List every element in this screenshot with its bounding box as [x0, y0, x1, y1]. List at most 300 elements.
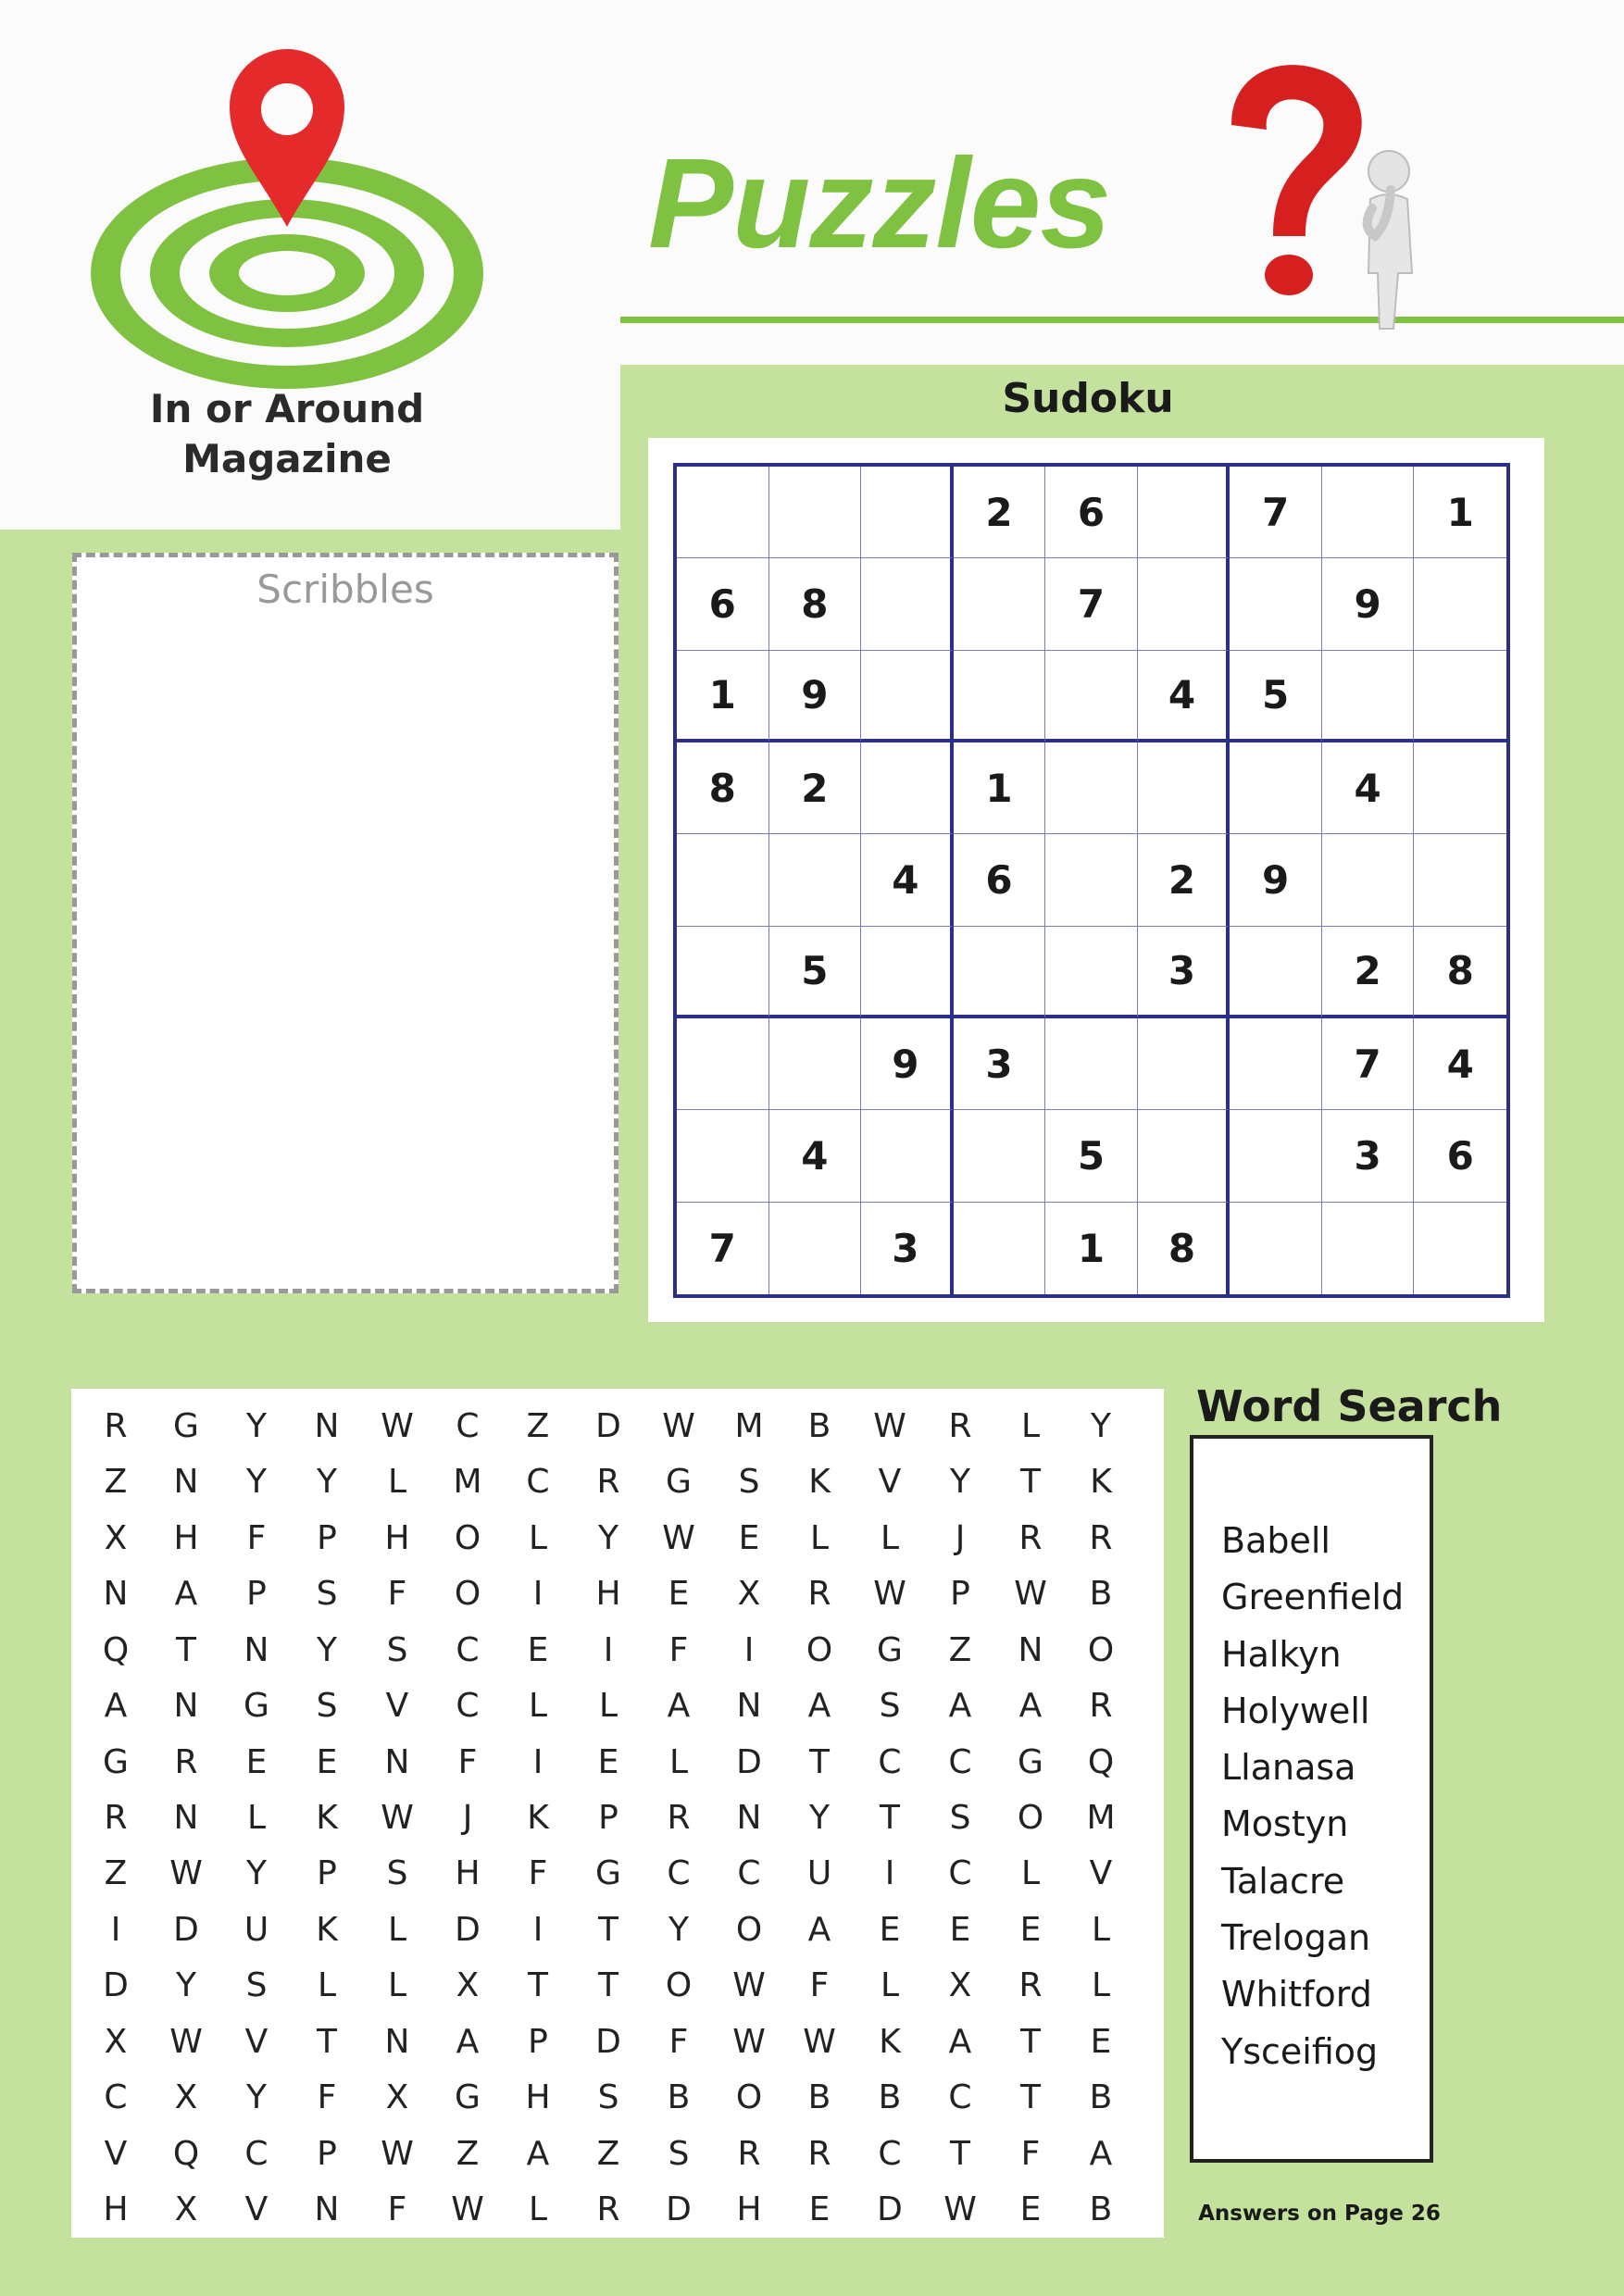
word-search-letter[interactable]: W	[873, 1575, 906, 1614]
word-search-letter[interactable]: I	[532, 1575, 543, 1614]
word-search-letter[interactable]: G	[173, 1406, 199, 1445]
word-search-letter[interactable]: H	[525, 2078, 551, 2117]
sudoku-cell[interactable]	[1414, 834, 1506, 926]
word-search-letter[interactable]: K	[808, 1463, 831, 1502]
word-search-letter[interactable]: W	[662, 1518, 695, 1557]
word-search-letter[interactable]: T	[598, 1966, 618, 2005]
sudoku-cell[interactable]: 1	[954, 742, 1046, 834]
word-search-letter[interactable]: C	[948, 2078, 972, 2117]
word-search-letter[interactable]: O	[1087, 1630, 1115, 1669]
sudoku-cell[interactable]: 3	[1322, 1110, 1415, 1202]
sudoku-cell[interactable]: 5	[1230, 651, 1322, 742]
word-search-letter[interactable]: Y	[246, 2078, 267, 2117]
sudoku-cell[interactable]: 2	[954, 467, 1046, 558]
word-search-letter[interactable]: P	[598, 1798, 618, 1837]
word-search-letter[interactable]: V	[104, 2134, 128, 2173]
sudoku-cell[interactable]	[769, 834, 862, 926]
word-search-letter[interactable]: F	[668, 1630, 689, 1669]
sudoku-cell[interactable]	[677, 1018, 769, 1110]
word-search-letter[interactable]: H	[595, 1575, 621, 1614]
sudoku-cell[interactable]: 9	[1322, 558, 1415, 650]
sudoku-cell[interactable]: 8	[769, 558, 862, 650]
word-search-letter[interactable]: C	[456, 1687, 480, 1726]
sudoku-cell[interactable]	[1414, 1203, 1506, 1294]
word-search-letter[interactable]: S	[316, 1687, 338, 1726]
word-search-letter[interactable]: D	[595, 2022, 621, 2061]
sudoku-cell[interactable]	[677, 834, 769, 926]
word-search-letter[interactable]: B	[807, 1406, 831, 1445]
word-search-letter[interactable]: R	[667, 1798, 691, 1837]
word-search-letter[interactable]: L	[387, 1966, 407, 2005]
word-search-letter[interactable]: G	[877, 1630, 903, 1669]
sudoku-cell[interactable]	[1045, 742, 1138, 834]
sudoku-cell[interactable]	[677, 1110, 769, 1202]
word-search-letter[interactable]: C	[104, 2078, 128, 2117]
word-search-letter[interactable]: Z	[456, 2134, 480, 2173]
word-search-letter[interactable]: T	[176, 1630, 196, 1669]
word-search-letter[interactable]: L	[880, 1966, 900, 2005]
sudoku-cell[interactable]: 6	[1414, 1110, 1506, 1202]
word-search-letter[interactable]: R	[596, 1463, 620, 1502]
word-search-letter[interactable]: C	[878, 2134, 902, 2173]
word-search-letter[interactable]: F	[528, 1854, 548, 1893]
word-search-letter[interactable]: F	[317, 2078, 337, 2117]
sudoku-cell[interactable]	[1414, 651, 1506, 742]
sudoku-cell[interactable]	[1322, 834, 1415, 926]
word-search-letter[interactable]: D	[595, 1406, 621, 1445]
word-search-letter[interactable]: F	[387, 1575, 407, 1614]
word-search-letter[interactable]: T	[809, 1742, 830, 1781]
word-search-letter[interactable]: C	[456, 1630, 480, 1669]
word-search-letter[interactable]: Q	[102, 1630, 130, 1669]
word-search-letter[interactable]: H	[455, 1854, 481, 1893]
word-search-letter[interactable]: O	[806, 1630, 833, 1669]
word-search-letter[interactable]: L	[880, 1518, 900, 1557]
word-search-letter[interactable]: Z	[104, 1463, 128, 1502]
word-search-letter[interactable]: S	[949, 1798, 971, 1837]
sudoku-cell[interactable]: 6	[954, 834, 1046, 926]
sudoku-cell[interactable]	[677, 467, 769, 558]
word-search-letter[interactable]: L	[387, 1910, 407, 1949]
word-search-letter[interactable]: S	[386, 1630, 408, 1669]
word-search-letter[interactable]: T	[1020, 2078, 1041, 2117]
sudoku-cell[interactable]	[1045, 651, 1138, 742]
word-search-letter[interactable]: X	[104, 2022, 128, 2061]
word-search-letter[interactable]: D	[455, 1910, 481, 1949]
sudoku-cell[interactable]	[861, 558, 954, 650]
word-search-letter[interactable]: W	[1014, 1575, 1047, 1614]
word-search-letter[interactable]: A	[948, 2022, 972, 2061]
word-search-letter[interactable]: N	[314, 1406, 340, 1445]
word-search-letter[interactable]: C	[878, 1742, 902, 1781]
word-search-letter[interactable]: P	[246, 1575, 267, 1614]
word-search-letter[interactable]: E	[1090, 2022, 1112, 2061]
word-search-letter[interactable]: I	[743, 1630, 755, 1669]
sudoku-cell[interactable]	[769, 1018, 862, 1110]
word-search-letter[interactable]: K	[879, 2022, 901, 2061]
sudoku-cell[interactable]	[1138, 467, 1230, 558]
word-search-letter[interactable]: Y	[246, 1406, 267, 1445]
sudoku-cell[interactable]	[1138, 742, 1230, 834]
word-search-letter[interactable]: T	[598, 1910, 618, 1949]
sudoku-cell[interactable]	[677, 927, 769, 1018]
word-search-letter[interactable]: Y	[950, 1463, 970, 1502]
word-search-letter[interactable]: G	[103, 1742, 129, 1781]
word-search-letter[interactable]: I	[884, 1854, 895, 1893]
word-search-letter[interactable]: S	[597, 2078, 619, 2117]
word-search-letter[interactable]: E	[879, 1910, 901, 1949]
word-search-letter[interactable]: J	[462, 1798, 473, 1837]
word-search-letter[interactable]: R	[596, 2190, 620, 2229]
word-search-letter[interactable]: X	[385, 2078, 409, 2117]
word-search-letter[interactable]: R	[1018, 1518, 1043, 1557]
sudoku-cell[interactable]: 1	[677, 651, 769, 742]
word-search-letter[interactable]: I	[110, 1910, 121, 1949]
word-search-letter[interactable]: S	[316, 1575, 338, 1614]
sudoku-cell[interactable]: 2	[769, 742, 862, 834]
word-search-letter[interactable]: A	[526, 2134, 550, 2173]
sudoku-cell[interactable]	[861, 742, 954, 834]
word-search-letter[interactable]: X	[456, 1966, 480, 2005]
sudoku-cell[interactable]	[1045, 927, 1138, 1018]
word-search-letter[interactable]: A	[807, 1910, 831, 1949]
word-search-letter[interactable]: L	[528, 2190, 548, 2229]
word-search-letter[interactable]: W	[169, 1854, 203, 1893]
word-search-letter[interactable]: A	[1089, 2134, 1113, 2173]
word-search-letter[interactable]: H	[173, 1518, 199, 1557]
word-search-letter[interactable]: Y	[246, 1854, 267, 1893]
word-search-letter[interactable]: N	[314, 2190, 340, 2229]
sudoku-cell[interactable]	[769, 1203, 862, 1294]
word-search-letter[interactable]: M	[453, 1463, 482, 1502]
sudoku-cell[interactable]: 7	[1322, 1018, 1415, 1110]
word-search-letter[interactable]: L	[246, 1798, 267, 1837]
word-search-letter[interactable]: R	[737, 2134, 761, 2173]
word-search-letter[interactable]: Z	[596, 2134, 620, 2173]
word-search-letter[interactable]: G	[455, 2078, 481, 2117]
word-search-letter[interactable]: B	[1089, 2190, 1113, 2229]
sudoku-cell[interactable]: 4	[861, 834, 954, 926]
word-search-letter[interactable]: P	[317, 2134, 337, 2173]
sudoku-cell[interactable]	[954, 651, 1046, 742]
sudoku-cell[interactable]	[1045, 834, 1138, 926]
sudoku-cell[interactable]: 2	[1322, 927, 1415, 1018]
word-search-letter[interactable]: E	[527, 1630, 549, 1669]
word-search-letter[interactable]: L	[668, 1742, 689, 1781]
word-search-letter[interactable]: X	[174, 2078, 198, 2117]
word-search-letter[interactable]: V	[385, 1687, 409, 1726]
word-search-letter[interactable]: X	[104, 1518, 128, 1557]
sudoku-cell[interactable]	[1230, 742, 1322, 834]
word-search-letter[interactable]: W	[381, 1798, 414, 1837]
sudoku-cell[interactable]: 3	[861, 1203, 954, 1294]
sudoku-cell[interactable]	[1230, 558, 1322, 650]
word-search-letter[interactable]: K	[527, 1798, 549, 1837]
sudoku-cell[interactable]	[1230, 927, 1322, 1018]
sudoku-cell[interactable]	[1045, 1018, 1138, 1110]
word-search-letter[interactable]: R	[948, 1406, 972, 1445]
sudoku-cell[interactable]: 3	[954, 1018, 1046, 1110]
word-search-letter[interactable]: V	[244, 2190, 269, 2229]
word-search-letter[interactable]: A	[1018, 1687, 1043, 1726]
word-search-letter[interactable]: N	[244, 1630, 269, 1669]
sudoku-cell[interactable]: 8	[677, 742, 769, 834]
word-search-letter[interactable]: R	[104, 1406, 128, 1445]
word-search-letter[interactable]: Y	[809, 1798, 830, 1837]
sudoku-cell[interactable]	[1322, 651, 1415, 742]
word-search-letter[interactable]: W	[169, 2022, 203, 2061]
word-search-letter[interactable]: C	[526, 1463, 550, 1502]
sudoku-cell[interactable]	[1230, 1110, 1322, 1202]
word-search-letter[interactable]: T	[1020, 2022, 1041, 2061]
word-search-letter[interactable]: O	[1017, 1798, 1044, 1837]
sudoku-cell[interactable]	[1138, 1018, 1230, 1110]
word-search-letter[interactable]: N	[173, 1798, 199, 1837]
sudoku-cell[interactable]: 7	[1045, 558, 1138, 650]
word-search-letter[interactable]: U	[244, 1910, 269, 1949]
word-search-letter[interactable]: W	[381, 2134, 414, 2173]
word-search-letter[interactable]: X	[737, 1575, 761, 1614]
sudoku-cell[interactable]	[954, 1203, 1046, 1294]
sudoku-cell[interactable]	[769, 467, 862, 558]
word-search-letter[interactable]: V	[878, 1463, 902, 1502]
word-search-letter[interactable]: W	[732, 1966, 766, 2005]
sudoku-cell[interactable]	[1138, 558, 1230, 650]
sudoku-cell[interactable]: 4	[1414, 1018, 1506, 1110]
sudoku-cell[interactable]: 4	[769, 1110, 862, 1202]
word-search-letter[interactable]: C	[244, 2134, 269, 2173]
word-search-letter[interactable]: T	[950, 2134, 970, 2173]
word-search-letter[interactable]: A	[948, 1687, 972, 1726]
sudoku-cell[interactable]	[861, 467, 954, 558]
word-search-letter[interactable]: N	[1018, 1630, 1043, 1669]
word-search-letter[interactable]: L	[317, 1966, 337, 2005]
word-search-letter[interactable]: L	[528, 1687, 548, 1726]
word-search-letter[interactable]: D	[877, 2190, 903, 2229]
sudoku-cell[interactable]: 8	[1414, 927, 1506, 1018]
word-search-letter[interactable]: U	[806, 1854, 832, 1893]
word-search-letter[interactable]: G	[666, 1463, 692, 1502]
word-search-letter[interactable]: L	[1091, 1966, 1111, 2005]
sudoku-cell[interactable]	[1322, 467, 1415, 558]
word-search-letter[interactable]: R	[1089, 1518, 1113, 1557]
word-search-letter[interactable]: G	[1018, 1742, 1043, 1781]
word-search-letter[interactable]: S	[738, 1463, 760, 1502]
word-search-letter[interactable]: N	[173, 1687, 199, 1726]
sudoku-cell[interactable]: 2	[1138, 834, 1230, 926]
word-search-letter[interactable]: V	[1089, 1854, 1113, 1893]
word-search-letter[interactable]: G	[595, 1854, 621, 1893]
word-search-letter[interactable]: H	[103, 2190, 129, 2229]
word-search-letter[interactable]: M	[1086, 1798, 1116, 1837]
sudoku-cell[interactable]	[861, 1110, 954, 1202]
word-search-letter[interactable]: C	[456, 1406, 480, 1445]
word-search-letter[interactable]: S	[668, 2134, 690, 2173]
word-search-letter[interactable]: S	[245, 1966, 268, 2005]
word-search-letter[interactable]: W	[381, 1406, 414, 1445]
word-search-letter[interactable]: D	[736, 1742, 762, 1781]
word-search-letter[interactable]: Q	[1087, 1742, 1115, 1781]
word-search-letter[interactable]: N	[173, 1463, 199, 1502]
word-search-letter[interactable]: R	[1018, 1966, 1043, 2005]
word-search-letter[interactable]: A	[456, 2022, 480, 2061]
word-search-letter[interactable]: B	[878, 2078, 902, 2117]
word-search-letter[interactable]: A	[807, 1687, 831, 1726]
word-search-letter[interactable]: E	[738, 1518, 760, 1557]
word-search-letter[interactable]: R	[807, 1575, 831, 1614]
word-search-letter[interactable]: N	[103, 1575, 129, 1614]
sudoku-cell[interactable]: 1	[1045, 1203, 1138, 1294]
word-search-letter[interactable]: D	[666, 2190, 692, 2229]
word-search-letter[interactable]: B	[1089, 1575, 1113, 1614]
word-search-letter[interactable]: Y	[246, 1463, 267, 1502]
sudoku-cell[interactable]	[1230, 1203, 1322, 1294]
sudoku-cell[interactable]: 6	[1045, 467, 1138, 558]
word-search-letter[interactable]: A	[667, 1687, 691, 1726]
word-search-letter[interactable]: F	[457, 1742, 478, 1781]
word-search-letter[interactable]: R	[174, 1742, 198, 1781]
word-search-letter[interactable]: K	[1090, 1463, 1112, 1502]
word-search-letter[interactable]: O	[454, 1518, 481, 1557]
word-search-letter[interactable]: P	[528, 2022, 548, 2061]
word-search-letter[interactable]: I	[532, 1742, 543, 1781]
word-search-letter[interactable]: N	[384, 1742, 410, 1781]
word-search-letter[interactable]: F	[668, 2022, 689, 2061]
sudoku-cell[interactable]	[954, 927, 1046, 1018]
word-search-letter[interactable]: D	[103, 1966, 129, 2005]
sudoku-cell[interactable]	[1414, 742, 1506, 834]
word-search-letter[interactable]: Y	[668, 1910, 689, 1949]
word-search-letter[interactable]: W	[662, 1406, 695, 1445]
word-search-letter[interactable]: P	[317, 1518, 337, 1557]
sudoku-cell[interactable]: 5	[769, 927, 862, 1018]
word-search-letter[interactable]: O	[665, 1966, 693, 2005]
word-search-letter[interactable]: H	[384, 1518, 410, 1557]
sudoku-cell[interactable]: 5	[1045, 1110, 1138, 1202]
word-search-letter[interactable]: Y	[598, 1518, 618, 1557]
word-search-letter[interactable]: T	[528, 1966, 548, 2005]
sudoku-cell[interactable]	[1322, 1203, 1415, 1294]
sudoku-cell[interactable]: 8	[1138, 1203, 1230, 1294]
word-search-letter[interactable]: G	[244, 1687, 269, 1726]
word-search-letter[interactable]: B	[667, 2078, 691, 2117]
word-search-letter[interactable]: R	[104, 1798, 128, 1837]
word-search-letter[interactable]: W	[451, 2190, 484, 2229]
word-search-letter[interactable]: W	[803, 2022, 836, 2061]
word-search-letter[interactable]: F	[1020, 2134, 1041, 2173]
word-search-letter[interactable]: K	[316, 1910, 338, 1949]
word-search-letter[interactable]: L	[598, 1687, 618, 1726]
word-search-letter[interactable]: Y	[1091, 1406, 1111, 1445]
word-search-letter[interactable]: C	[948, 1854, 972, 1893]
word-search-letter[interactable]: M	[734, 1406, 764, 1445]
word-search-letter[interactable]: E	[1019, 2190, 1042, 2229]
scribbles-box[interactable]	[72, 553, 618, 1293]
word-search-letter[interactable]: R	[807, 2134, 831, 2173]
word-search-letter[interactable]: O	[454, 1575, 481, 1614]
sudoku-cell[interactable]: 7	[677, 1203, 769, 1294]
word-search-letter[interactable]: Z	[948, 1630, 972, 1669]
sudoku-cell[interactable]	[1230, 1018, 1322, 1110]
word-search-letter[interactable]: L	[1020, 1406, 1041, 1445]
word-search-letter[interactable]: P	[950, 1575, 970, 1614]
sudoku-cell[interactable]	[1138, 1110, 1230, 1202]
word-search-letter[interactable]: W	[943, 2190, 977, 2229]
word-search-letter[interactable]: T	[880, 1798, 900, 1837]
word-search-letter[interactable]: K	[316, 1798, 338, 1837]
word-search-letter[interactable]: Y	[317, 1630, 337, 1669]
word-search-letter[interactable]: L	[528, 1518, 548, 1557]
word-search-letter[interactable]: B	[807, 2078, 831, 2117]
sudoku-cell[interactable]	[954, 558, 1046, 650]
word-search-letter[interactable]: Z	[104, 1854, 128, 1893]
word-search-letter[interactable]: J	[955, 1518, 966, 1557]
word-search-letter[interactable]: E	[1019, 1910, 1042, 1949]
sudoku-cell[interactable]	[954, 1110, 1046, 1202]
word-search-letter[interactable]: L	[1020, 1854, 1041, 1893]
sudoku-cell[interactable]: 9	[1230, 834, 1322, 926]
word-search-letter[interactable]: Y	[317, 1463, 337, 1502]
word-search-letter[interactable]: T	[1020, 1463, 1041, 1502]
word-search-letter[interactable]: Y	[176, 1966, 196, 2005]
word-search-letter[interactable]: F	[246, 1518, 267, 1557]
word-search-letter[interactable]: X	[174, 2190, 198, 2229]
sudoku-cell[interactable]: 4	[1138, 651, 1230, 742]
word-search-letter[interactable]: C	[737, 1854, 761, 1893]
sudoku-cell[interactable]: 3	[1138, 927, 1230, 1018]
word-search-letter[interactable]: O	[735, 1910, 763, 1949]
word-search-letter[interactable]: L	[387, 1463, 407, 1502]
word-search-letter[interactable]: Q	[172, 2134, 200, 2173]
word-search-letter[interactable]: I	[532, 1910, 543, 1949]
word-search-letter[interactable]: C	[667, 1854, 691, 1893]
word-search-letter[interactable]: E	[949, 1910, 971, 1949]
word-search-letter[interactable]: V	[244, 2022, 269, 2061]
word-search-letter[interactable]: A	[174, 1575, 198, 1614]
word-search-letter[interactable]: E	[245, 1742, 268, 1781]
word-search-letter[interactable]: L	[1091, 1910, 1111, 1949]
word-search-letter[interactable]: W	[873, 1406, 906, 1445]
sudoku-cell[interactable]	[1414, 558, 1506, 650]
word-search-letter[interactable]: E	[597, 1742, 619, 1781]
word-search-letter[interactable]: E	[808, 2190, 831, 2229]
word-search-letter[interactable]: B	[1089, 2078, 1113, 2117]
sudoku-cell[interactable]: 9	[861, 1018, 954, 1110]
word-search-letter[interactable]: Z	[526, 1406, 550, 1445]
sudoku-cell[interactable]: 6	[677, 558, 769, 650]
word-search-letter[interactable]: F	[387, 2190, 407, 2229]
word-search-letter[interactable]: O	[735, 2078, 763, 2117]
sudoku-cell[interactable]: 4	[1322, 742, 1415, 834]
word-search-letter[interactable]: C	[948, 1742, 972, 1781]
sudoku-cell[interactable]	[861, 651, 954, 742]
sudoku-cell[interactable]	[861, 927, 954, 1018]
word-search-letter[interactable]: E	[316, 1742, 338, 1781]
word-search-letter[interactable]: S	[879, 1687, 901, 1726]
word-search-letter[interactable]: W	[732, 2022, 766, 2061]
word-search-letter[interactable]: N	[736, 1687, 762, 1726]
word-search-letter[interactable]: P	[317, 1854, 337, 1893]
sudoku-cell[interactable]: 9	[769, 651, 862, 742]
word-search-letter[interactable]: L	[809, 1518, 830, 1557]
word-search-letter[interactable]: F	[809, 1966, 830, 2005]
sudoku-cell[interactable]: 7	[1230, 467, 1322, 558]
word-search-letter[interactable]: X	[948, 1966, 972, 2005]
word-search-letter[interactable]: R	[1089, 1687, 1113, 1726]
word-search-letter[interactable]: I	[603, 1630, 614, 1669]
word-search-letter[interactable]: A	[104, 1687, 128, 1726]
word-search-letter[interactable]: E	[668, 1575, 690, 1614]
